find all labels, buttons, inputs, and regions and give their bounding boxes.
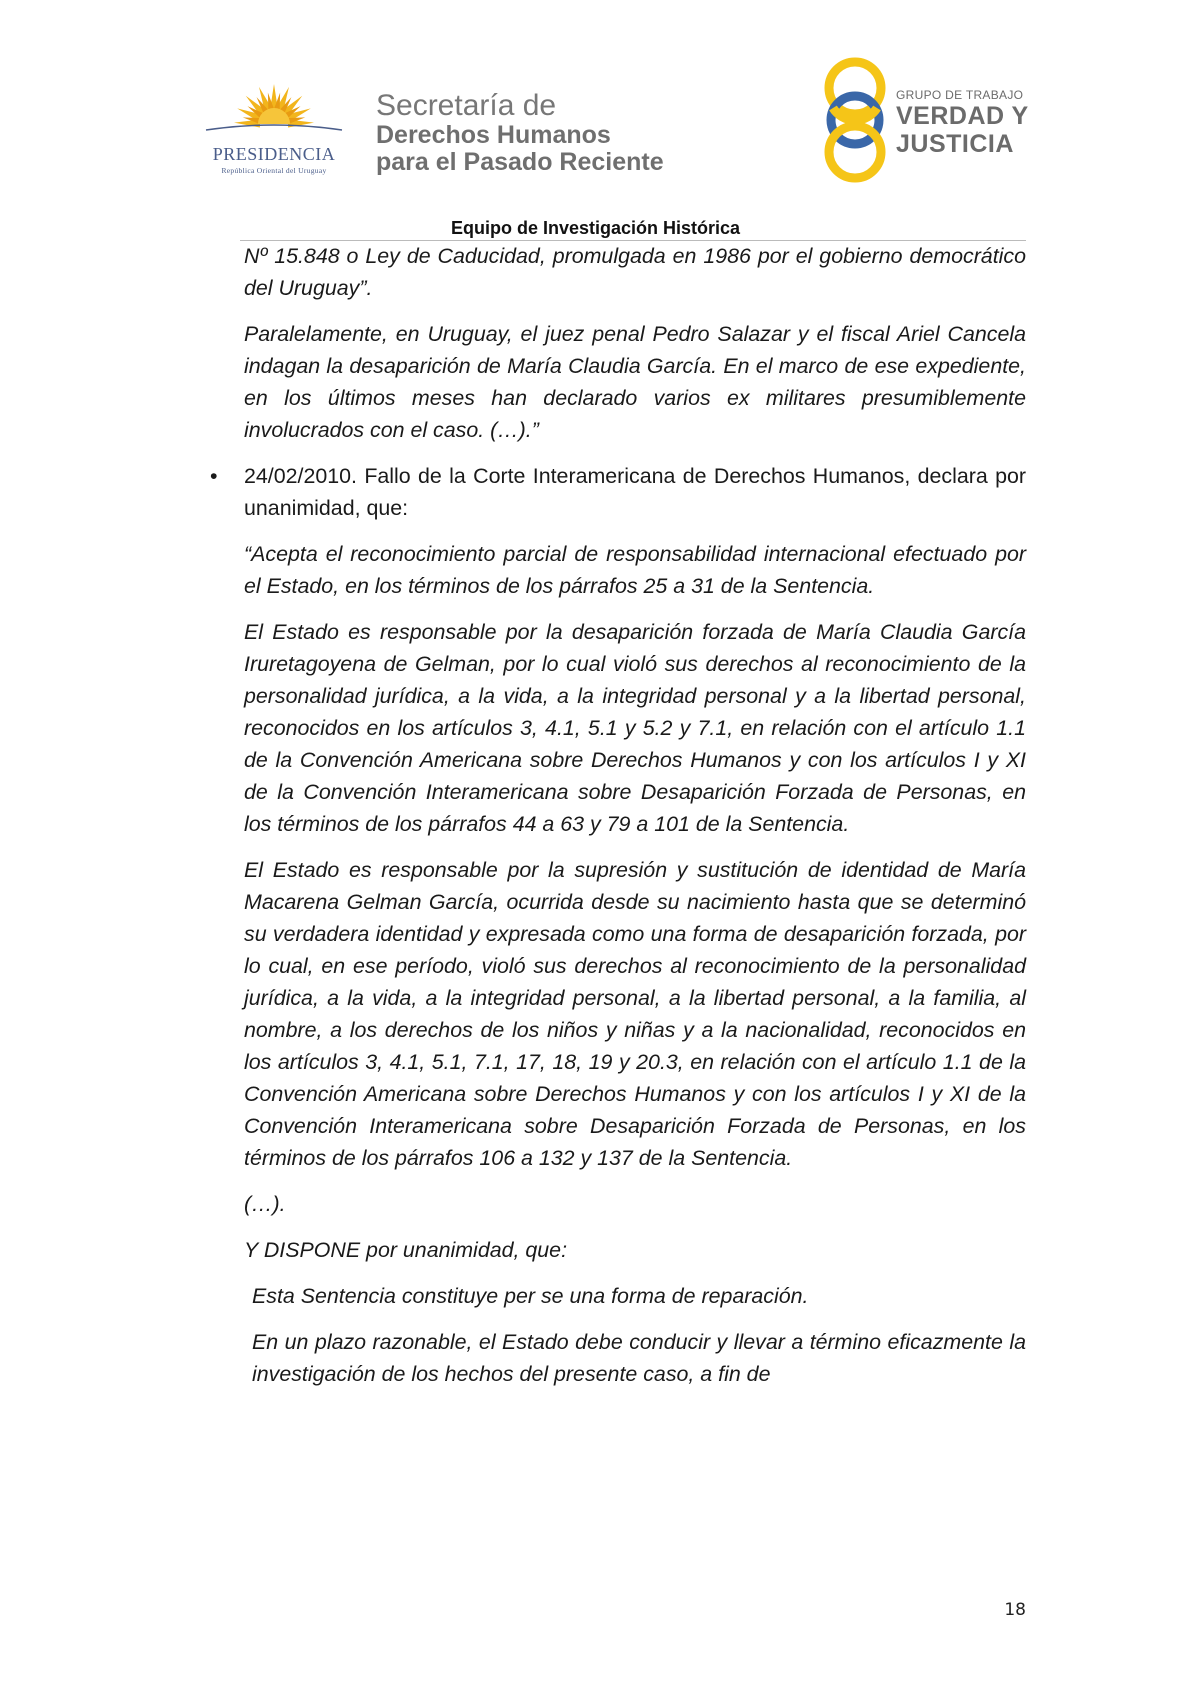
team-heading: Equipo de Investigación Histórica bbox=[450, 218, 741, 238]
quote-ellipsis: (…). bbox=[244, 1192, 286, 1216]
presidencia-title: PRESIDENCIA bbox=[212, 144, 336, 164]
justicia-label: JUSTICIA bbox=[896, 130, 1014, 158]
bullet-text: 24/02/2010. Fallo de la Corte Interamericana de Derechos Humanos, declara por unanimidad, que: bbox=[244, 464, 1026, 520]
interlocked-rings-icon bbox=[818, 56, 892, 184]
secretaria-title bbox=[376, 90, 706, 176]
secretaria-line-1: Secretaría de bbox=[376, 89, 557, 122]
quote-paragraph-3: El Estado es responsable por la supresión y sustitución de identidad de María Macarena Gelman García, ocurrida desde su nacimiento hasta que se determinó su verdadera identidad y expresada como una forma de desaparición forzada, por lo cual, en ese período, violó sus derechos al reconocimiento de la personalidad jurídica, a la vida, a la integridad personal, a la libertad personal, a la familia, al nombre, a los derechos de los niños y niñas y a la nacionalidad, reconocidos en los artículos 3, 4.1, 5.1, 7.1, 17, 18, 19 y 20.3, en relación con el artículo 1.1 de la Convención Americana sobre Derechos Humanos y con los artículos I y XI de la Convención Interamericana sobre Desaparición Forzada de Personas, en los términos de los párrafos 106 a 132 y 137 de la Sentencia. bbox=[244, 858, 1026, 1170]
paragraph-1: Nº 15.848 o Ley de Caducidad, promulgada en 1986 por el gobierno democrático del Uruguay”. bbox=[244, 244, 1026, 300]
presidencia-logo bbox=[196, 80, 352, 180]
resolution-paragraph-2: En un plazo razonable, el Estado debe conducir y llevar a término eficazmente la investigación de los hechos del presente caso, a fin de bbox=[252, 1330, 1026, 1386]
grupo-label: GRUPO DE TRABAJO bbox=[896, 88, 1024, 102]
page-number: 18 bbox=[1004, 1600, 1026, 1620]
resolution-paragraph-1: Esta Sentencia constituye per se una forma de reparación. bbox=[252, 1284, 809, 1308]
sun-emblem-icon bbox=[196, 80, 352, 146]
secretaria-line-3: para el Pasado Reciente bbox=[376, 148, 664, 176]
verdad-label: VERDAD Y bbox=[896, 102, 1029, 130]
quote-paragraph-2: El Estado es responsable por la desaparición forzada de María Claudia García Iruretagoyena de Gelman, por lo cual violó sus derechos al reconocimiento de la personalidad jurídica, a la vida, a la integridad personal y a la libertad personal, reconocidos en los artículos 3, 4.1, 5.1 y 5.2 y 7.1, en relación con el artículo 1.1 de la Convención Americana sobre Derechos Humanos y con los artículos I y XI de la Convención Interamericana sobre Desaparición Forzada de Personas, en los términos de los párrafos 44 a 63 y 79 a 101 de la Sentencia. bbox=[244, 620, 1026, 836]
verdad-justicia-text bbox=[896, 88, 1046, 158]
dispone-paragraph: Y DISPONE por unanimidad, que: bbox=[244, 1238, 568, 1262]
document-body bbox=[210, 240, 1026, 1404]
presidencia-subtitle: República Oriental del Uruguay bbox=[221, 166, 327, 175]
secretaria-line-2: Derechos Humanos bbox=[376, 121, 611, 149]
quote-paragraph-1: “Acepta el reconocimiento parcial de responsabilidad internacional efectuado por el Estado, en los términos de los párrafos 25 a 31 de la Sentencia. bbox=[244, 542, 1026, 598]
bullet-item bbox=[210, 460, 1026, 524]
page-header bbox=[0, 0, 1191, 240]
paragraph-2: Paralelamente, en Uruguay, el juez penal Pedro Salazar y el fiscal Ariel Cancela indagan la desaparición de María Claudia García. En el marco de ese expediente, en los últimos meses han declarado varios ex militares presumiblemente involucrados con el caso. (…).” bbox=[244, 322, 1026, 442]
bullet-icon: • bbox=[210, 464, 218, 488]
